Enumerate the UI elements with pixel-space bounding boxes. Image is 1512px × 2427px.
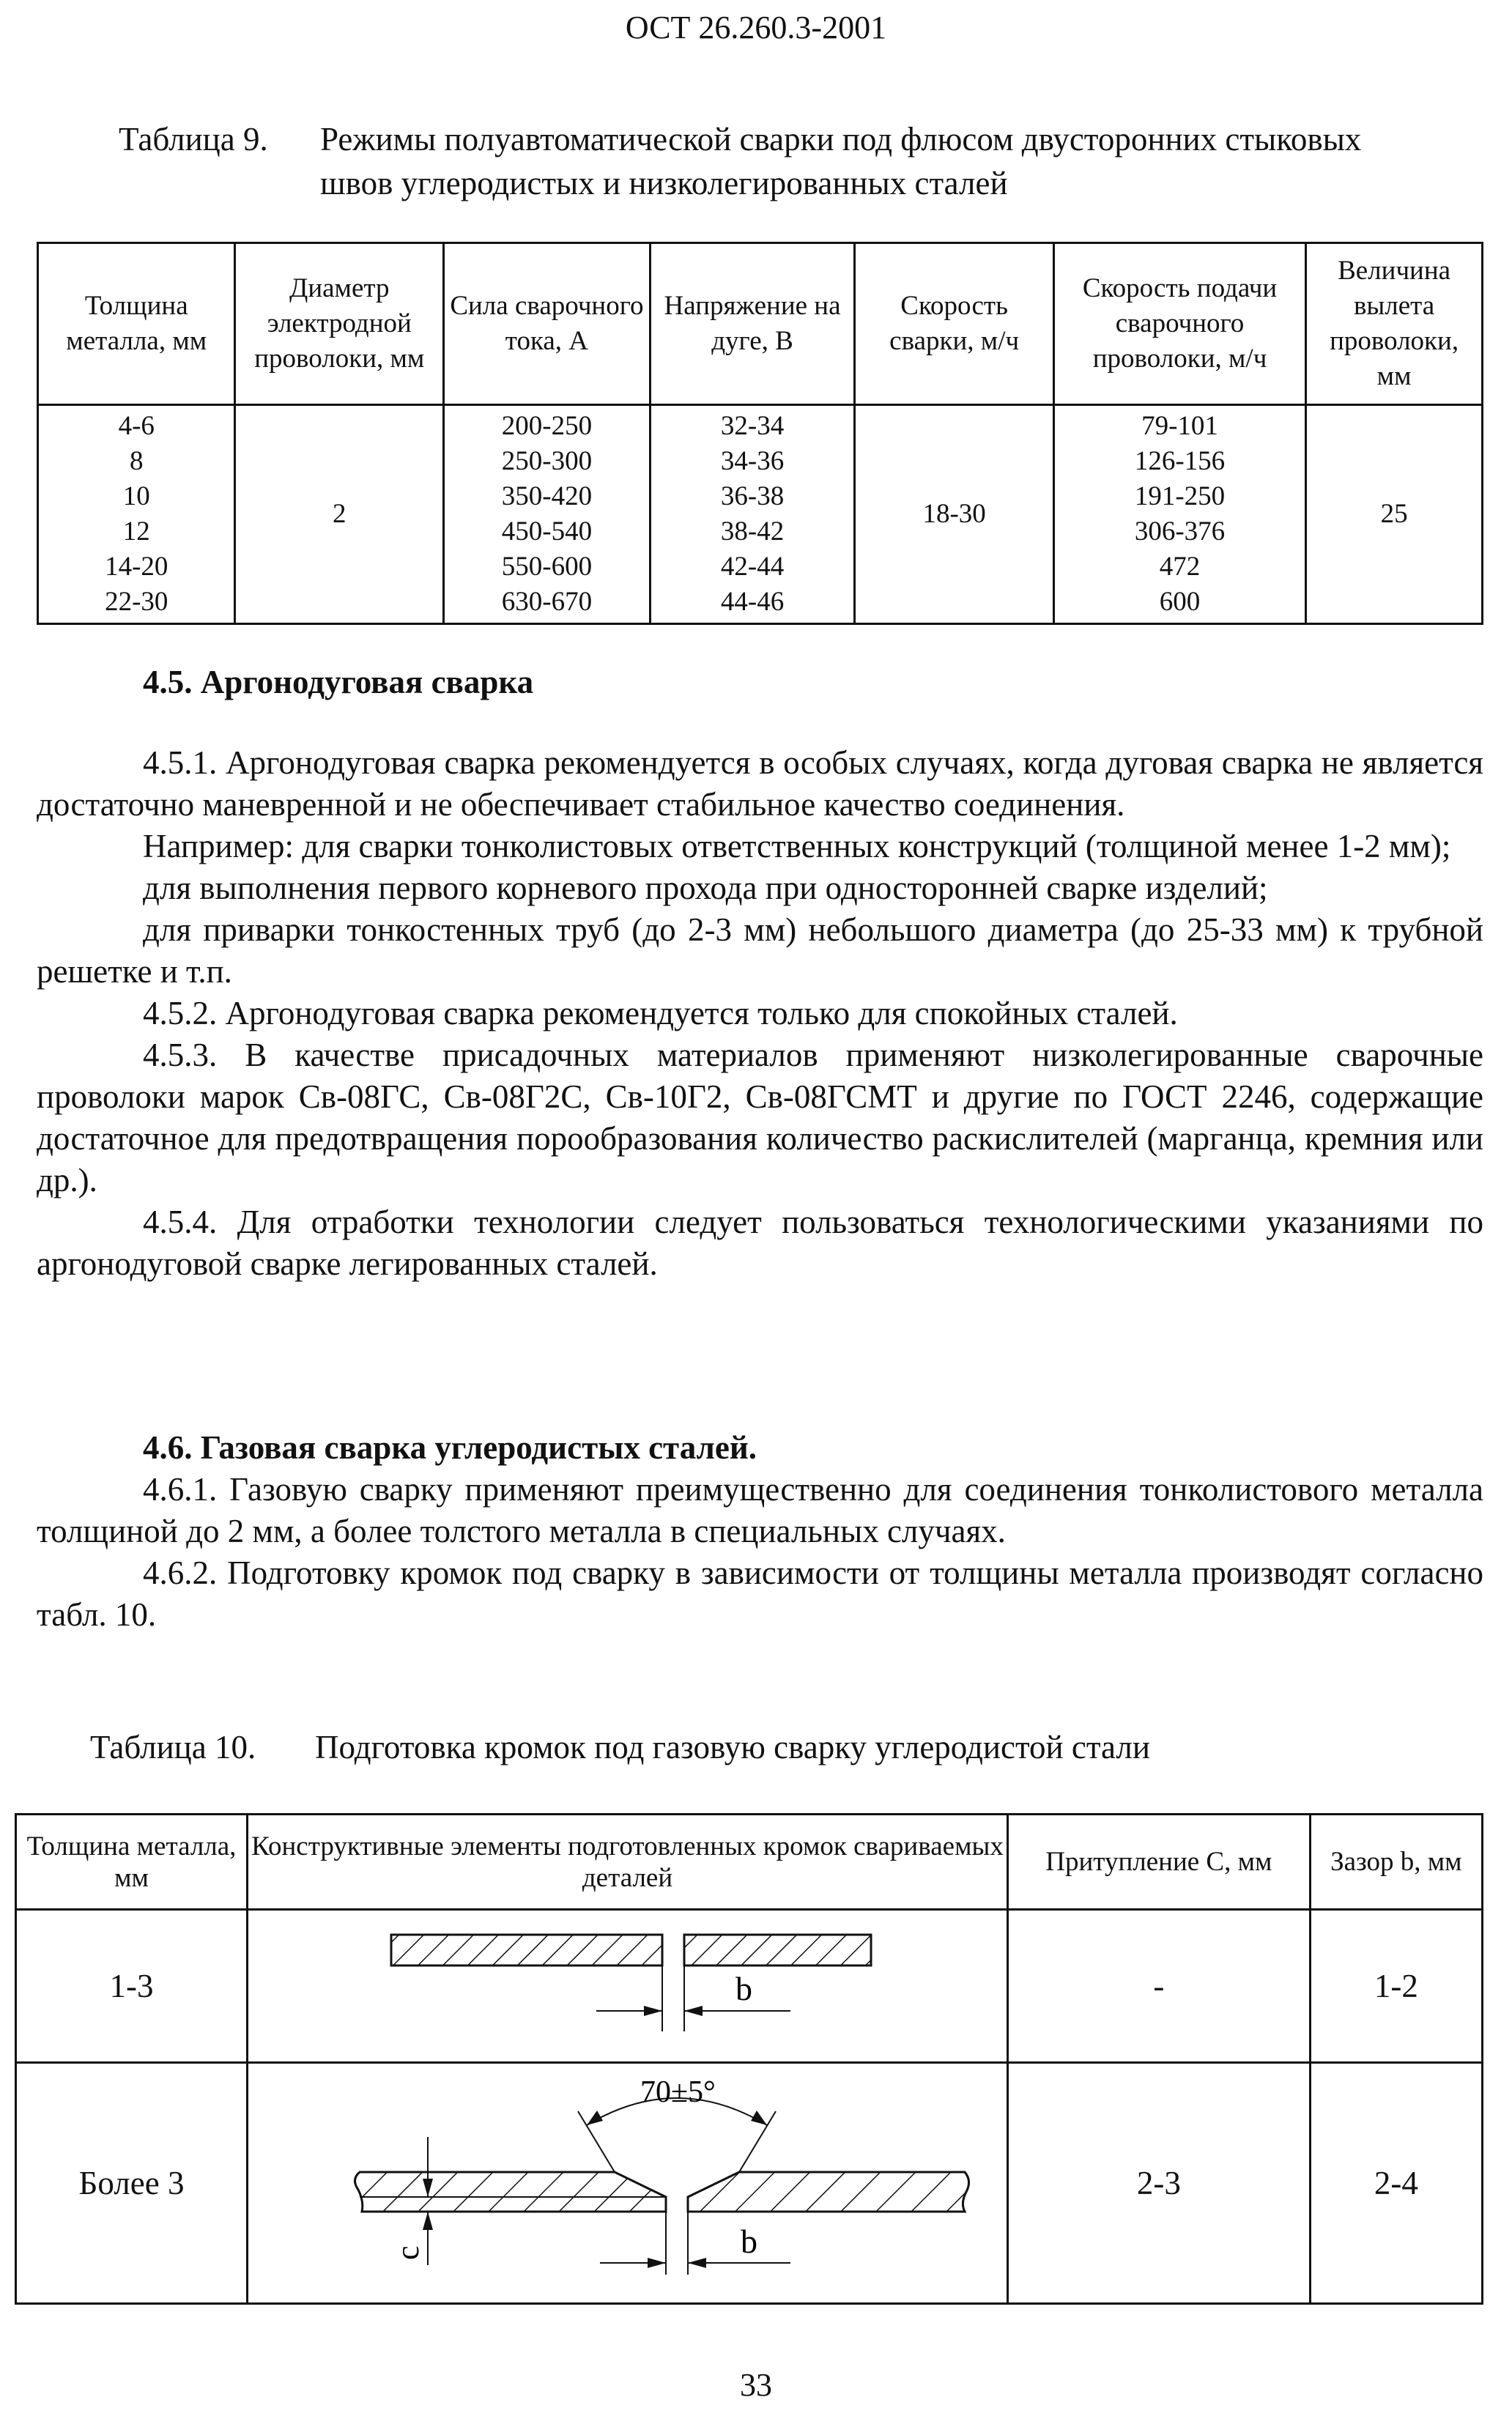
arrow-icon <box>648 2258 666 2268</box>
square-butt-joint-diagram <box>248 1911 1007 2053</box>
table9-voltage-col <box>650 405 855 624</box>
document-header: ОСТ 26.260.3-2001 <box>625 10 887 45</box>
table10-row <box>16 2063 1483 2304</box>
section-heading: 4.6. Газовая сварка углеродистых сталей. <box>143 1429 757 1466</box>
arrow-icon <box>684 2006 703 2016</box>
plate-left <box>391 1935 662 1965</box>
table-cell: 191-250 <box>1134 481 1226 511</box>
arrow-icon <box>644 2006 662 2016</box>
table9-header: Напряжение на дуге, В <box>650 243 855 405</box>
table-cell: 79-101 <box>1141 411 1218 441</box>
table10 <box>15 1813 1483 2305</box>
section-4-6 <box>37 1427 1483 1636</box>
section-4-5 <box>37 662 1483 1285</box>
table9-header: Скорость подачи сварочного проволоки, м/ч <box>1053 243 1305 405</box>
table-cell: 306-376 <box>1134 516 1226 546</box>
table-cell: 36-38 <box>720 481 785 511</box>
table9-caption-label: Таблица 9. <box>119 121 268 158</box>
table-cell: 250-300 <box>501 446 593 476</box>
plate-right <box>688 2172 969 2212</box>
table9-header-row <box>38 243 1483 405</box>
table10-thickness-cell: 1-3 <box>16 1910 248 2063</box>
table-cell: 44-46 <box>720 587 785 617</box>
paragraph: 4.5.4. Для отработки технологии следует пользоваться технологическими указаниями по аргонодуговой сварке легированных сталей. <box>37 1204 1483 1282</box>
table10-row <box>16 1910 1483 2063</box>
v-groove-joint-diagram <box>248 2064 1007 2294</box>
arrow-icon <box>688 2258 706 2268</box>
paragraph: Например: для сварки тонколистовых ответственных конструкций (толщиной менее 1-2 мм); <box>143 828 1451 864</box>
paragraph: для выполнения первого корневого прохода при односторонней сварке изделий; <box>143 870 1268 906</box>
paragraph: 4.5.1. Аргонодуговая сварка рекомендуется в особых случаях, когда дуговая сварка не является достаточно маневренной и не обеспечивает стабильное качество соединения. <box>37 744 1483 823</box>
table9-feed-col <box>1053 405 1305 624</box>
table-cell: 450-540 <box>501 516 593 546</box>
paragraph: 4.5.2. Аргонодуговая сварка рекомендуется только для спокойных сталей. <box>143 995 1178 1031</box>
table10-gap-cell: 2-4 <box>1310 2063 1482 2304</box>
table9-caption-text: Режимы полуавтоматической сварки под флюсом двусторонних стыковых швов углеродистых и низколегированных сталей <box>320 121 1362 201</box>
page-number: 33 <box>740 2367 772 2403</box>
table10-caption-label: Таблица 10. <box>90 1729 256 1765</box>
table9-current-col <box>444 405 651 624</box>
table-cell: 32-34 <box>720 411 785 441</box>
blunt-label: c <box>390 2245 426 2260</box>
gap-label: b <box>735 1970 752 2007</box>
table9-header: Диаметр электродной проволоки, мм <box>235 243 444 405</box>
table10-header: Конструктивные элементы подготовленных кромок свариваемых деталей <box>248 1815 1008 1910</box>
paragraph: 4.6.1. Газовую сварку применяют преимущественно для соединения тонколистового металла толщиной до 2 мм, а более толстого металла в специальных случаях. <box>37 1471 1483 1549</box>
table-cell: 10 <box>122 481 150 511</box>
table-cell: 38-42 <box>720 516 785 546</box>
table9 <box>37 242 1483 625</box>
table-cell: 600 <box>1159 587 1201 617</box>
table10-header: Притупление С, мм <box>1008 1815 1311 1910</box>
arrow-icon <box>423 2212 433 2230</box>
table-cell: 472 <box>1159 552 1201 582</box>
table10-gap-cell: 1-2 <box>1310 1910 1482 2063</box>
arrow-icon <box>587 2111 603 2125</box>
table9-data-row <box>38 405 1483 624</box>
table9-header: Величина вылета проволоки, мм <box>1306 243 1483 405</box>
table-cell: 34-36 <box>720 446 785 476</box>
paragraph: для приварки тонкостенных труб (до 2-3 мм) небольшого диаметра (до 25-33 мм) к трубной решетке и т.п. <box>37 911 1483 990</box>
table9-header: Толщина металла, мм <box>38 243 235 405</box>
table-cell: 14-20 <box>105 552 168 582</box>
table9-header: Скорость сварки, м/ч <box>855 243 1054 405</box>
table-cell: 22-30 <box>105 587 168 617</box>
table-cell: 12 <box>122 516 150 546</box>
table10-caption-text: Подготовка кромок под газовую сварку углеродистой стали <box>315 1729 1150 1765</box>
table-cell: 200-250 <box>501 411 593 441</box>
table9-speed-cell: 18-30 <box>855 405 1054 624</box>
angle-label: 70±5° <box>640 2075 716 2109</box>
arrow-icon <box>751 2111 767 2125</box>
table10-thickness-cell: Более 3 <box>16 2063 248 2304</box>
paragraph: 4.5.3. В качестве присадочных материалов применяют низколегированные сварочные проволоки марок Св-08ГС, Св-08Г2С, Св-10Г2, Св-08ГСМТ и другие по ГОСТ 2246, содержащие достаточное для предотвращения порообразования количество раскислителей (марганца, кремния или др.). <box>37 1037 1483 1198</box>
plate-right <box>684 1935 871 1965</box>
section-heading: 4.5. Аргонодуговая сварка <box>143 664 534 700</box>
paragraph: 4.6.2. Подготовку кромок под сварку в зависимости от толщины металла производят согласно табл. 10. <box>37 1555 1483 1633</box>
table-cell: 42-44 <box>720 552 785 582</box>
table10-blunt-cell: - <box>1008 1910 1311 2063</box>
table9-thickness-col <box>38 405 235 624</box>
table-cell: 4-6 <box>118 411 155 441</box>
table10-header: Зазор b, мм <box>1310 1815 1482 1910</box>
table9-stickout-cell: 25 <box>1306 405 1483 624</box>
joint-diagram-cell <box>248 1910 1008 2063</box>
table10-header-row <box>16 1815 1483 1910</box>
gap-label: b <box>741 2223 757 2260</box>
table10-header: Толщина металла, мм <box>16 1815 248 1910</box>
table10-blunt-cell: 2-3 <box>1008 2063 1311 2304</box>
table-cell: 126-156 <box>1134 446 1226 476</box>
plate-left <box>355 2172 666 2212</box>
joint-diagram-cell <box>248 2063 1008 2304</box>
table-cell: 550-600 <box>501 552 593 582</box>
table9-diameter-cell: 2 <box>235 405 444 624</box>
table-cell: 350-420 <box>501 481 593 511</box>
table9-header: Сила сварочного тока, А <box>444 243 651 405</box>
table-cell: 630-670 <box>501 587 593 617</box>
table-cell: 8 <box>129 446 144 476</box>
